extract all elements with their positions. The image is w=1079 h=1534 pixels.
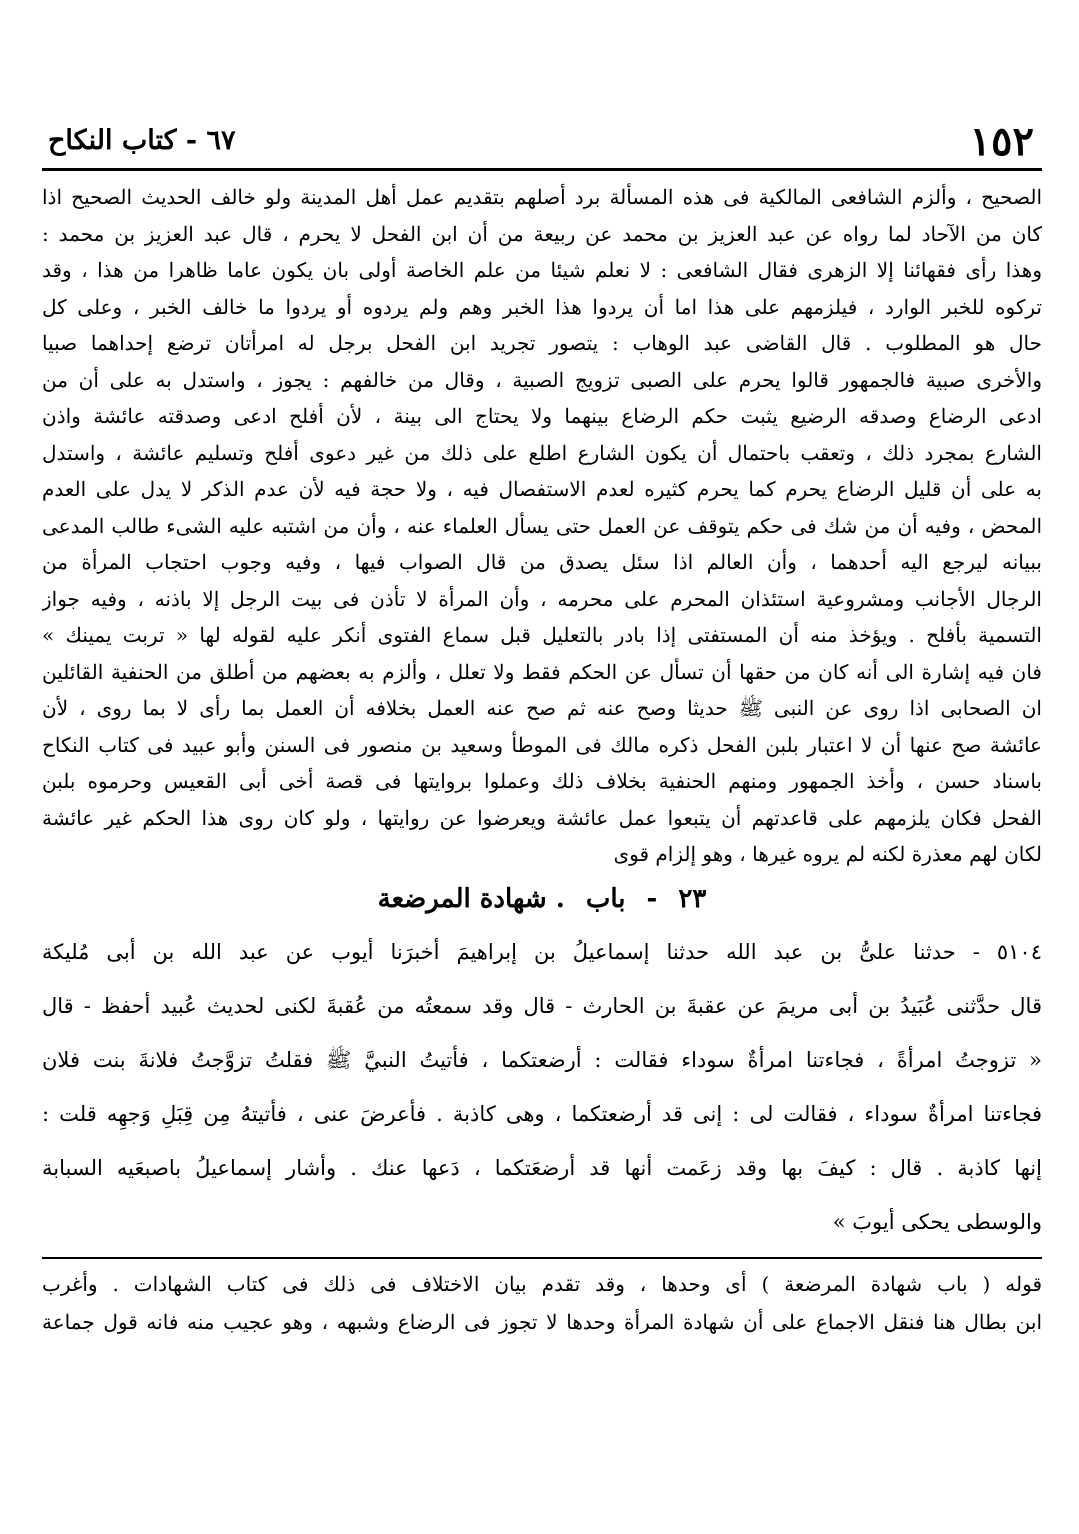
commentary-top (42, 179, 1042, 873)
text-line: باسناد حسن ، وأخذ الجمهور ومنهم الحنفية بخلاف ذلك وعملوا بروايتها فى قصة أخى أبى القعيس وحرموه بلبن (42, 769, 1042, 793)
text-line: والأخرى صبية فالجمهور قالوا يحرم على الصبى تزويج الصبية ، وقال من خالفهم : يجوز ، واستدل به على أن من (42, 367, 1042, 392)
hadith-line: إنها كاذبة . قال : كيفَ بها وقد زعَمت أنها قد أرضعَتكما ، دَعها عنك . وأشار إسماعيلُ باصبعَيه السبابة (42, 1155, 1042, 1180)
text-line: ببيانه ليرجع اليه أحدهما ، وأن العالم اذا سئل يصدق من قال الصواب فيها ، وفيه وجوب احتجاب المرأة من (42, 550, 1042, 574)
text-line: الفحل فكان يلزمهم على قاعدتهم أن يتبعوا عمل عائشة ويعرضوا عن روايتها ، ولو كان روى هذا الحكم غير عائشة (42, 805, 1042, 830)
section-divider (42, 1257, 1042, 1259)
text-line: وهذا رأى فقهائنا إلا الزهرى فقال الشافعى : لا نعلم شيئا من علم الخاصة أولى بان يكون عاما ظاهرا من هذا ، وقد (42, 258, 1042, 282)
text-line: لكان لهم معذرة لكنه لم يروه غيرها ، وهو إلزام قوى (613, 842, 1042, 866)
hadith-line: فجاءتنا امرأةٌ سوداء ، فقالت لى : إنى قد أرضعتكما ، وهى كاذبة . فأعرضَ عنى ، فأتيتهُ مِن قِبَلِ وَجهِه قلت : (42, 1101, 1042, 1126)
text-line: قوله ( باب شهادة المرضعة ) أى وحدها ، وقد تقدم بيان الاختلاف فى ذلك فى كتاب الشهادات . وأغرب (42, 1271, 1042, 1296)
page-header (42, 110, 1042, 171)
text-line: تركوه للخبر الوارد ، فيلزمهم على هذا اما أن يردوا هذا الخبر وهم ولم يردوه أو يردوا ما خالف الخبر ، وعلى كل (42, 294, 1042, 319)
chapter-heading (42, 875, 1042, 923)
book-page (42, 110, 1042, 1490)
commentary-bottom (42, 1265, 1042, 1341)
text-line: ابن بطال هنا فنقل الاجماع على أن شهادة المرأة وحدها لا تجوز فى الرضاع وشبهه ، وهو عجيب منه فانه قول جماعة (42, 1309, 1042, 1334)
hadith-line: « تزوجتُ امرأةً ، فجاءتنا امرأةٌ سوداء فقالت : أرضعتكما ، فأتيتُ النبيَّ ﷺ فقلتُ تزوَّجتُ فلانةَ بنت فلان (42, 1047, 1042, 1072)
hadith-line: ٥١٠٤ - حدثنا علىُّ بن عبد الله حدثنا إسماعيلُ بن إبراهيمَ أخبرَنا أيوب عن عبد الله بن أبى مُليكة (42, 939, 1042, 964)
text-line: حال هو المطلوب . قال القاضى عبد الوهاب : يتصور تجريد ابن الفحل برجل له امرأتان ترضع إحداهما صبيا (42, 331, 1042, 355)
hadith-line: والوسطى يحكى أيوبَ » (832, 1209, 1042, 1234)
text-line: ان الصحابى اذا روى عن النبى ﷺ حديثا وصح عنه ثم صح عنه العمل بخلافه أن العمل بما رأى لا بما روى ، لأن (42, 696, 1042, 720)
chapter-dash: - (646, 883, 658, 914)
running-title: ٦٧ - كتاب النكاح (48, 125, 236, 156)
chapter-bab: باب (585, 883, 626, 914)
page-number: ١٥٢ (969, 118, 1034, 165)
hadith-line: قال حدَّثنى عُبَيدُ بن أبى مريمَ عن عقبةَ بن الحارث - قال وقد سمعتُه من عُقبةَ لكنى لحديث عُبيد أحفظ - قال (42, 993, 1042, 1018)
text-line: المحض ، وفيه أن من شك فى حكم يتوقف عن العمل حتى يسأل العلماء عنه ، وأن من اشتبه عليه الشىء طالب المدعى (42, 513, 1042, 538)
text-line: التسمية بأفلح . ويؤخذ منه أن المستفتى إذا بادر بالتعليل قبل سماع الفتوى أنكر عليه لقوله لها « تربت يمينك » (42, 623, 1042, 647)
text-line: ادعى الرضاع وصدقه الرضيع يثبت حكم الرضاع بينهما ولا يحتاج الى بينة ، لأن أفلح ادعى وصدقته عائشة واذن (42, 404, 1042, 428)
text-line: الشارع بمجرد ذلك ، وتعقب باحتمال أن يكون الشارع اطلع على ذلك من غير دعوى أفلح وتسليم عائشة ، واستدل (42, 440, 1042, 465)
text-line: عائشة صح عنها أن لا اعتبار بلبن الفحل ذكره مالك فى الموطأ وسعيد بن منصور فى السنن وأبو عبيد فى كتاب النكاح (42, 732, 1042, 757)
text-line: فان فيه إشارة الى أنه كان من حقها أن تسأل عن الحكم فقط ولا تعلل ، وألزم به بعضهم من أطلق من الحنفية القائلين (42, 659, 1042, 684)
chapter-title: . شهادة المرضعة (377, 883, 565, 914)
hadith-text (42, 925, 1042, 1249)
text-line: كان من الآحاد لما رواه عن عبد العزيز بن محمد عن ربيعة من أن ابن الفحل لا يحرم ، قال عبد العزيز بن محمد : (42, 221, 1042, 246)
text-line: الصحيح ، وألزم الشافعى المالكية فى هذه المسألة برد أصلهم بتقديم عمل أهل المدينة ولو خالف الحديث الصحيح اذا (42, 185, 1042, 209)
chapter-number: ٢٣ (678, 883, 707, 914)
text-line: به على أن قليل الرضاع يحرم كما يحرم كثيره لعدم الاستفصال فيه ، ولا حجة فيه لأن عدم الذكر لا يدل على العدم (42, 477, 1042, 501)
text-line: الرجال الأجانب ومشروعية استئذان المحرم على محرمه ، وأن المرأة لا تأذن فى بيت الرجل إلا باذنه ، وفيه جواز (42, 586, 1042, 611)
